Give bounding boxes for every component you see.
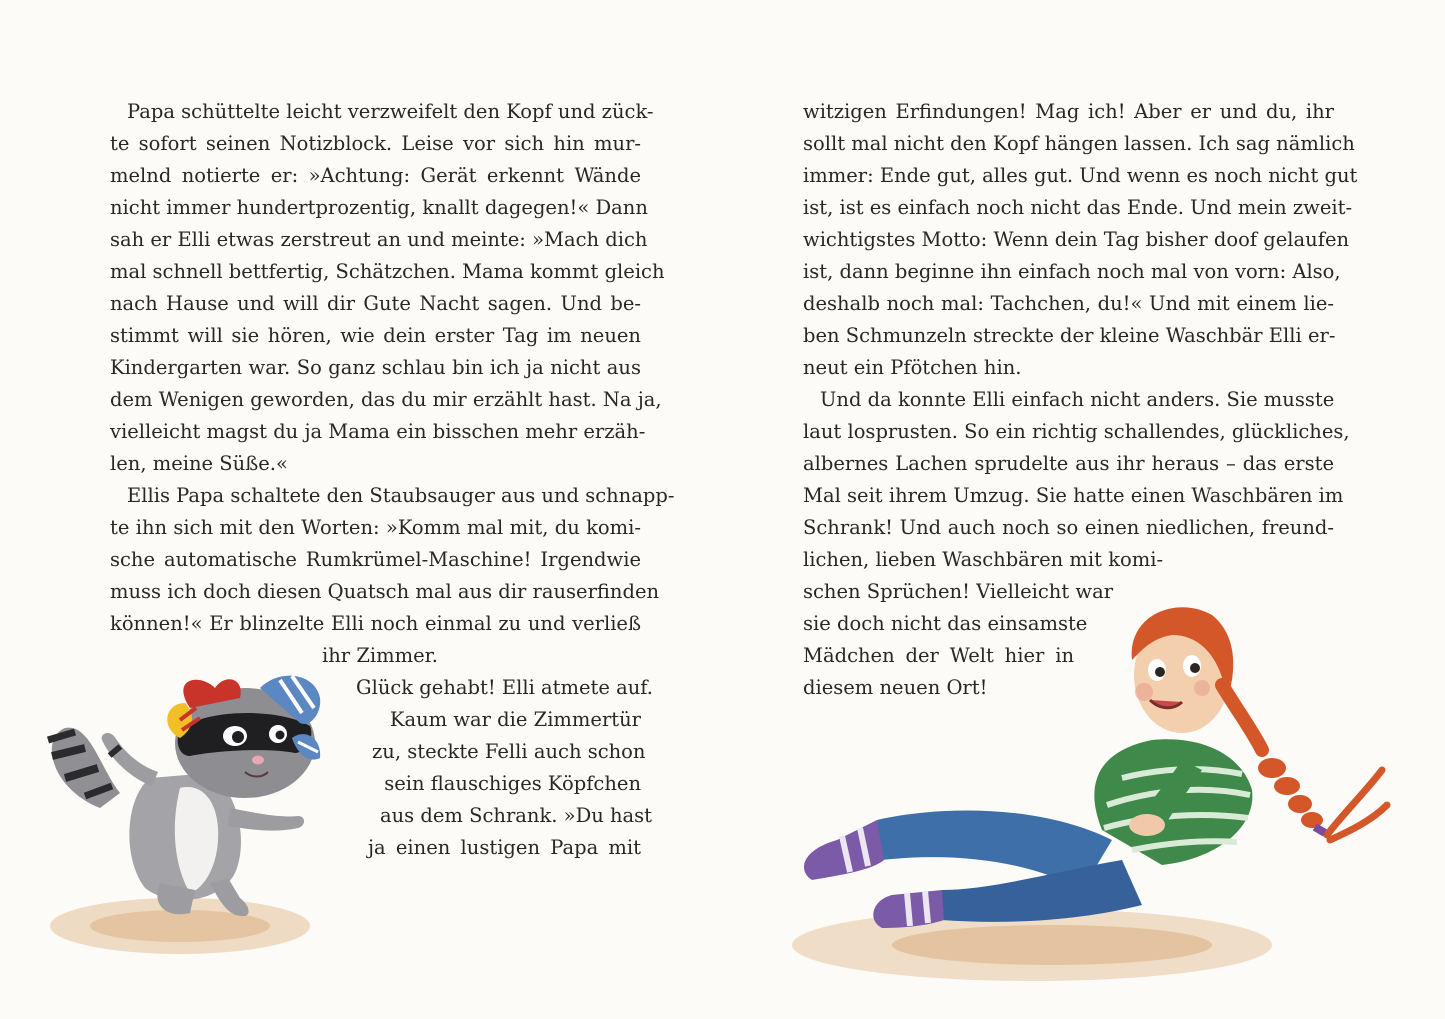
text-line: ist, ist es einfach noch nicht das Ende. Und mein zweit- <box>803 196 1353 219</box>
text-line: sollt mal nicht den Kopf hängen lassen. Ich sag nämlich <box>803 132 1355 155</box>
raccoon-illustration <box>30 668 330 968</box>
text-line: Und da konnte Elli einfach nicht anders. Sie musste <box>820 388 1335 411</box>
text-line: sche automatische Rumkrümel-Maschine! Irgendwie <box>110 548 641 571</box>
text-line: lichen, lieben Waschbären mit komi- <box>803 548 1164 571</box>
text-line: ihr Zimmer. <box>322 644 439 667</box>
text-line: albernes Lachen sprudelte aus ihr heraus – das erste <box>803 452 1334 475</box>
text-line: zu, steckte Felli auch schon <box>372 740 646 763</box>
text-line: neut ein Pfötchen hin. <box>803 356 1022 379</box>
text-line: te sofort seinen Notizblock. Leise vor sich hin mur- <box>110 132 641 155</box>
text-line: wichtigstes Motto: Wenn dein Tag bisher doof gelaufen <box>803 228 1350 251</box>
text-line: sie doch nicht das einsamste <box>803 612 1088 635</box>
text-line: deshalb noch mal: Tachchen, du!« Und mit einem lie- <box>803 292 1334 315</box>
text-line: Ellis Papa schaltete den Staubsauger aus und schnapp- <box>127 484 675 507</box>
girl-illustration <box>782 590 1392 990</box>
text-line: len, meine Süße.« <box>110 452 288 475</box>
text-line: Papa schüttelte leicht verzweifelt den Kopf und zück- <box>127 100 654 123</box>
text-line: laut losprusten. So ein richtig schallendes, glückliches, <box>803 420 1350 443</box>
text-line: Schrank! Und auch noch so einen niedlichen, freund- <box>803 516 1334 539</box>
text-line: nicht immer hundertprozentig, knallt dagegen!« Dann <box>110 196 648 219</box>
text-line: ben Schmunzeln streckte der kleine Waschbär Elli er- <box>803 324 1336 347</box>
text-line: Glück gehabt! Elli atmete auf. <box>356 676 653 699</box>
text-line: Mädchen der Welt hier in <box>803 644 1074 667</box>
text-line: stimmt will sie hören, wie dein erster Tag im neuen <box>110 324 641 347</box>
text-line: aus dem Schrank. »Du hast <box>380 804 653 827</box>
text-line: diesem neuen Ort! <box>803 676 988 699</box>
text-line: dem Wenigen geworden, das du mir erzählt hast. Na ja, <box>110 388 662 411</box>
text-line: ist, dann beginne ihn einfach noch mal von vorn: Also, <box>803 260 1341 283</box>
text-line: witzigen Erfindungen! Mag ich! Aber er und du, ihr <box>803 100 1334 123</box>
text-line: te ihn sich mit den Worten: »Komm mal mit, du komi- <box>110 516 641 539</box>
text-line: sah er Elli etwas zerstreut an und meinte: »Mach dich <box>110 228 648 251</box>
text-line: mal schnell bettfertig, Schätzchen. Mama kommt gleich <box>110 260 665 283</box>
text-line: immer: Ende gut, alles gut. Und wenn es noch nicht gut <box>803 164 1358 187</box>
text-line: ja einen lustigen Papa mit <box>368 836 641 859</box>
text-line: können!« Er blinzelte Elli noch einmal zu und verließ <box>110 612 641 635</box>
text-line: Mal seit ihrem Umzug. Sie hatte einen Waschbären im <box>803 484 1344 507</box>
text-line: Kindergarten war. So ganz schlau bin ich ja nicht aus <box>110 356 641 379</box>
text-line: vielleicht magst du ja Mama ein bisschen mehr erzäh- <box>110 420 646 443</box>
text-line: schen Sprüchen! Vielleicht war <box>803 580 1114 603</box>
text-line: nach Hause und will dir Gute Nacht sagen. Und be- <box>110 292 641 315</box>
text-line: Kaum war die Zimmertür <box>389 708 641 731</box>
text-line: muss ich doch diesen Quatsch mal aus dir rauserfinden <box>110 580 660 603</box>
text-line: melnd notierte er: »Achtung: Gerät erkennt Wände <box>110 164 641 187</box>
text-line: sein flauschiges Köpfchen <box>384 772 641 795</box>
